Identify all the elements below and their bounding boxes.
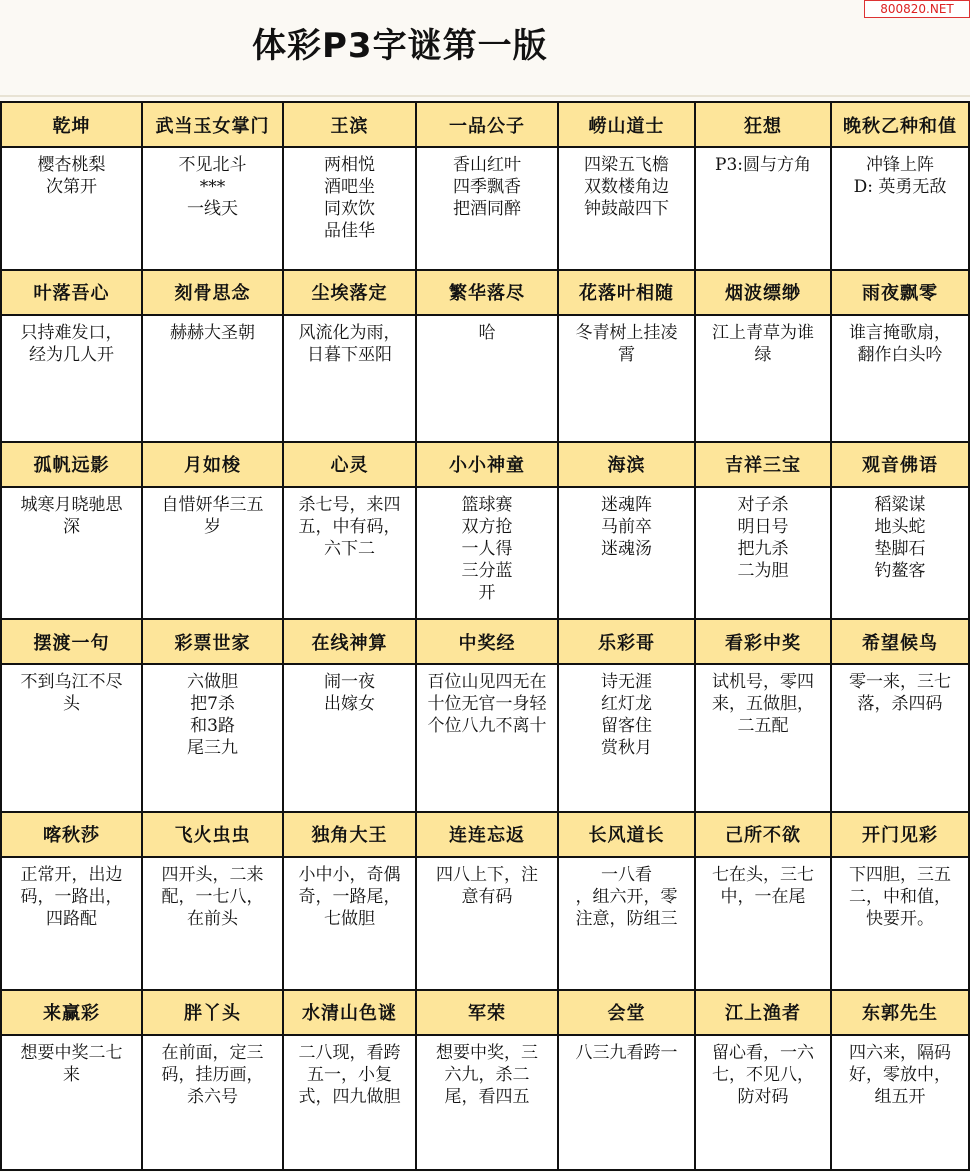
riddle-line: ，组六开，零 (575, 886, 678, 907)
riddle-author-header: 心灵 (283, 442, 416, 487)
riddle-line: 红灯龙 (601, 694, 652, 715)
riddle-line: 经为几人开 (29, 344, 114, 365)
riddle-author-header: 开门见彩 (831, 812, 969, 857)
riddle-line: 诗无涯 (601, 672, 652, 693)
header-row (1, 102, 969, 147)
riddle-author-header: 摆渡一句 (1, 619, 142, 664)
riddle-line: 四八上下，注 (436, 864, 538, 885)
riddle-author-header: 吉祥三宝 (695, 442, 831, 487)
riddle-author-header: 狂想 (695, 102, 831, 147)
riddle-line: 篮球赛 (461, 494, 513, 515)
riddle-author-header: 连连忘返 (416, 812, 558, 857)
riddle-line: 风流化为雨， (298, 322, 401, 343)
riddle-text-cell (558, 147, 695, 270)
riddle-author-header: 乾坤 (1, 102, 142, 147)
riddle-author-header: 小小神童 (416, 442, 558, 487)
riddle-author-header: 看彩中奖 (695, 619, 831, 664)
riddle-line: 四季飘香 (453, 177, 521, 198)
riddle-line: 四梁五飞檐 (584, 155, 669, 176)
riddle-line: 酒吧坐 (324, 177, 375, 198)
page-title: 体彩P3字谜第一版 (252, 26, 548, 66)
riddle-author-header: 武当玉女掌门 (142, 102, 283, 147)
riddle-author-header: 彩票世家 (142, 619, 283, 664)
riddle-text-cell (142, 1035, 283, 1170)
riddle-text-cell (142, 857, 283, 990)
riddle-line: 在前头 (187, 908, 238, 929)
riddle-line: 迷魂汤 (601, 538, 652, 559)
riddle-line: 十位无官一身轻 (427, 694, 547, 715)
riddle-text-cell (283, 664, 416, 811)
riddle-text-cell (1, 147, 142, 270)
riddle-author-header: 王滨 (283, 102, 416, 147)
content-row (1, 664, 969, 811)
riddle-line: 奇，一路尾， (298, 886, 401, 907)
riddle-line: 和3路 (190, 716, 235, 737)
riddle-text-cell (142, 487, 283, 619)
riddle-author-header: 喀秋莎 (1, 812, 142, 857)
riddle-author-header: 繁华落尽 (416, 270, 558, 315)
riddle-author-header: 烟波缥缈 (695, 270, 831, 315)
riddle-line: 百位山见四无在 (427, 672, 547, 693)
riddle-line: P3:圆与方角 (715, 155, 811, 176)
riddle-author-header: 军荣 (416, 990, 558, 1035)
riddle-text-cell (1, 315, 142, 442)
page-header (0, 0, 970, 100)
riddle-author-header: 在线神算 (283, 619, 416, 664)
riddle-author-header: 观音佛语 (831, 442, 969, 487)
riddle-text-cell (831, 147, 969, 270)
riddle-line: 组五开 (874, 1086, 926, 1107)
riddle-text-cell (558, 857, 695, 990)
riddle-line: 个位八九不离十 (427, 716, 547, 737)
riddle-text-cell (283, 487, 416, 619)
riddle-line: 马前卒 (601, 516, 652, 537)
riddle-text-cell (142, 147, 283, 270)
content-row (1, 1035, 969, 1170)
riddle-text-cell (695, 487, 831, 619)
riddle-line: 赏秋月 (601, 738, 652, 759)
riddle-line: 码，一路出， (20, 886, 123, 907)
riddle-line: 一八看 (601, 864, 652, 885)
riddle-line: 配，一七八， (161, 886, 264, 907)
riddle-text-cell (1, 857, 142, 990)
riddle-author-header: 崂山道士 (558, 102, 695, 147)
riddle-line: 江上青草为谁 (712, 322, 814, 343)
riddle-author-header: 月如梭 (142, 442, 283, 487)
riddle-line: 来，五做胆， (712, 694, 814, 715)
riddle-line: 六九，杀二 (444, 1064, 530, 1085)
riddle-line: 二为胆 (737, 560, 789, 581)
riddle-line: 正常开，出边 (20, 864, 123, 885)
riddle-text-cell (558, 1035, 695, 1170)
riddle-line: 霄 (618, 344, 635, 365)
riddle-line: 品佳华 (324, 221, 375, 242)
riddle-author-header: 中奖经 (416, 619, 558, 664)
riddle-text-cell (558, 487, 695, 619)
riddle-line: 杀六号 (187, 1086, 238, 1107)
riddle-text-cell (283, 1035, 416, 1170)
riddle-text-cell (558, 315, 695, 442)
riddle-line: 四六来，隔码 (849, 1042, 951, 1063)
riddle-text-cell (831, 664, 969, 811)
riddle-line: 日暮下巫阳 (307, 344, 392, 365)
riddle-author-header: 胖丫头 (142, 990, 283, 1035)
riddle-author-header: 己所不欲 (695, 812, 831, 857)
riddle-line: 同欢饮 (324, 199, 375, 220)
riddle-line: 在前面，定三 (161, 1042, 264, 1063)
riddle-author-header: 海滨 (558, 442, 695, 487)
riddle-author-header: 飞火虫虫 (142, 812, 283, 857)
riddle-line: 七，不见八， (712, 1064, 814, 1085)
riddle-line: 小中小，奇偶 (298, 864, 401, 885)
riddle-line: 留心看，一六 (712, 1042, 814, 1063)
header-row (1, 812, 969, 857)
riddle-line: 地头蛇 (874, 516, 926, 537)
header-row (1, 270, 969, 315)
riddle-line: 尾三九 (187, 738, 238, 759)
riddle-line: 钓鳌客 (874, 560, 926, 581)
riddle-author-header: 尘埃落定 (283, 270, 416, 315)
riddle-text-cell (416, 487, 558, 619)
riddle-line: 出嫁女 (324, 694, 375, 715)
riddle-author-header: 江上渔者 (695, 990, 831, 1035)
riddle-line: 八三九看跨一 (575, 1042, 678, 1063)
riddle-text-cell (283, 857, 416, 990)
riddle-author-header: 东郭先生 (831, 990, 969, 1035)
riddle-table (0, 101, 970, 1171)
riddle-author-header: 晚秋乙种和值 (831, 102, 969, 147)
riddle-line: 快要开。 (866, 908, 934, 929)
riddle-line: 只持难发口， (20, 322, 123, 343)
content-row (1, 147, 969, 270)
riddle-author-header: 水清山色谜 (283, 990, 416, 1035)
riddle-text-cell (416, 857, 558, 990)
riddle-line: *** (199, 177, 226, 198)
riddle-author-header: 乐彩哥 (558, 619, 695, 664)
riddle-line: 一线天 (187, 199, 238, 220)
riddle-line: 冲锋上阵 (866, 155, 934, 176)
riddle-line: 试机号，零四 (712, 672, 814, 693)
riddle-text-cell (283, 147, 416, 270)
riddle-author-header: 希望候鸟 (831, 619, 969, 664)
riddle-line: 垫脚石 (874, 538, 926, 559)
riddle-author-header: 会堂 (558, 990, 695, 1035)
riddle-line: 六下二 (324, 538, 375, 559)
riddle-line: 赫赫大圣朝 (170, 322, 255, 343)
riddle-line: 五，中有码， (298, 516, 401, 537)
riddle-text-cell (142, 315, 283, 442)
riddle-line: 绿 (754, 344, 772, 365)
riddle-author-header: 长风道长 (558, 812, 695, 857)
riddle-line: 下四胆，三五 (849, 864, 951, 885)
riddle-line: 迷魂阵 (601, 494, 652, 515)
riddle-author-header: 刻骨思念 (142, 270, 283, 315)
header-row (1, 990, 969, 1035)
riddle-line: 对子杀 (737, 494, 789, 515)
riddle-text-cell (1, 664, 142, 811)
riddle-line: 二五配 (737, 716, 789, 737)
content-row (1, 487, 969, 619)
riddle-line: 不到乌江不尽 (20, 672, 123, 693)
riddle-line: 城寒月晓驰思 (20, 494, 123, 515)
riddle-line: 两相悦 (324, 155, 375, 176)
riddle-line: 式，四九做胆 (298, 1086, 401, 1107)
header-row (1, 442, 969, 487)
riddle-text-cell (831, 487, 969, 619)
riddle-author-header: 独角大王 (283, 812, 416, 857)
riddle-text-cell (831, 315, 969, 442)
riddle-line: 落，杀四码 (857, 694, 943, 715)
riddle-line: 一人得 (461, 538, 513, 559)
riddle-line: 头 (63, 694, 80, 715)
riddle-line: 钟鼓敲四下 (584, 199, 669, 220)
riddle-line: 哈 (478, 322, 496, 343)
riddle-text-cell (142, 664, 283, 811)
riddle-author-header: 孤帆远影 (1, 442, 142, 487)
riddle-line: 翻作白头吟 (857, 344, 943, 365)
riddle-text-cell (695, 1035, 831, 1170)
riddle-author-header: 一品公子 (416, 102, 558, 147)
riddle-author-header: 来赢彩 (1, 990, 142, 1035)
riddle-line: 深 (63, 516, 80, 537)
riddle-line: 次第开 (46, 177, 97, 198)
riddle-line: 把酒同醉 (453, 199, 521, 220)
riddle-line: 明日号 (737, 516, 789, 537)
riddle-text-cell (416, 1035, 558, 1170)
riddle-author-header: 叶落吾心 (1, 270, 142, 315)
riddle-line: 自惜妍华三五 (161, 494, 264, 515)
riddle-line: 好，零放中， (849, 1064, 951, 1085)
riddle-line: 闹一夜 (324, 672, 375, 693)
riddle-text-cell (695, 147, 831, 270)
riddle-line: 不见北斗 (178, 155, 247, 176)
riddle-text-cell (1, 487, 142, 619)
riddle-line: 来 (63, 1064, 80, 1085)
riddle-line: 四开头，二来 (161, 864, 264, 885)
riddle-line: 尾，看四五 (444, 1086, 530, 1107)
riddle-line: 二，中和值， (849, 886, 951, 907)
riddle-text-cell (558, 664, 695, 811)
riddle-line: 把7杀 (190, 694, 235, 715)
riddle-line: 谁言掩歌扇， (849, 322, 951, 343)
riddle-text-cell (283, 315, 416, 442)
riddle-line: 六做胆 (187, 672, 238, 693)
riddle-line: 留客住 (601, 716, 652, 737)
riddle-line: 香山红叶 (453, 155, 521, 176)
riddle-text-cell (416, 664, 558, 811)
riddle-line: 樱杏桃梨 (37, 155, 106, 176)
riddle-line: D: 英勇无敌 (853, 177, 947, 198)
header-row (1, 619, 969, 664)
riddle-text-cell (416, 315, 558, 442)
riddle-line: 防对码 (737, 1086, 789, 1107)
riddle-line: 把九杀 (737, 538, 789, 559)
riddle-line: 零一来，三七 (849, 672, 951, 693)
riddle-line: 意有码 (461, 886, 513, 907)
riddle-line: 冬青树上挂凌 (575, 322, 678, 343)
riddle-text-cell (1, 1035, 142, 1170)
riddle-line: 三分蓝 (461, 560, 513, 581)
riddle-line: 四路配 (46, 908, 97, 929)
riddle-text-cell (831, 1035, 969, 1170)
riddle-line: 七做胆 (324, 908, 375, 929)
riddle-line: 码，挂历画， (161, 1064, 264, 1085)
riddle-author-header: 花落叶相随 (558, 270, 695, 315)
riddle-line: 想要中奖二七 (20, 1042, 123, 1063)
riddle-line: 二八现，看跨 (298, 1042, 401, 1063)
riddle-line: 岁 (204, 516, 221, 537)
riddle-line: 双方抢 (461, 516, 513, 537)
riddle-line: 想要中奖，三 (436, 1042, 538, 1063)
riddle-text-cell (831, 857, 969, 990)
riddle-text-cell (695, 857, 831, 990)
riddle-line: 稻粱谋 (874, 494, 926, 515)
content-row (1, 315, 969, 442)
riddle-line: 中，一在尾 (720, 886, 806, 907)
riddle-line: 五一，小复 (307, 1064, 392, 1085)
riddle-line: 杀七号，来四 (298, 494, 401, 515)
riddle-author-header: 雨夜飘零 (831, 270, 969, 315)
riddle-line: 注意，防组三 (575, 908, 678, 929)
header-divider (0, 95, 970, 97)
riddle-text-cell (695, 315, 831, 442)
riddle-line: 开 (478, 582, 496, 603)
riddle-text-cell (416, 147, 558, 270)
riddle-text-cell (695, 664, 831, 811)
site-watermark: 800820.NET (864, 0, 970, 18)
riddle-line: 七在头，三七 (712, 864, 814, 885)
riddle-line: 双数楼角边 (584, 177, 669, 198)
content-row (1, 857, 969, 990)
